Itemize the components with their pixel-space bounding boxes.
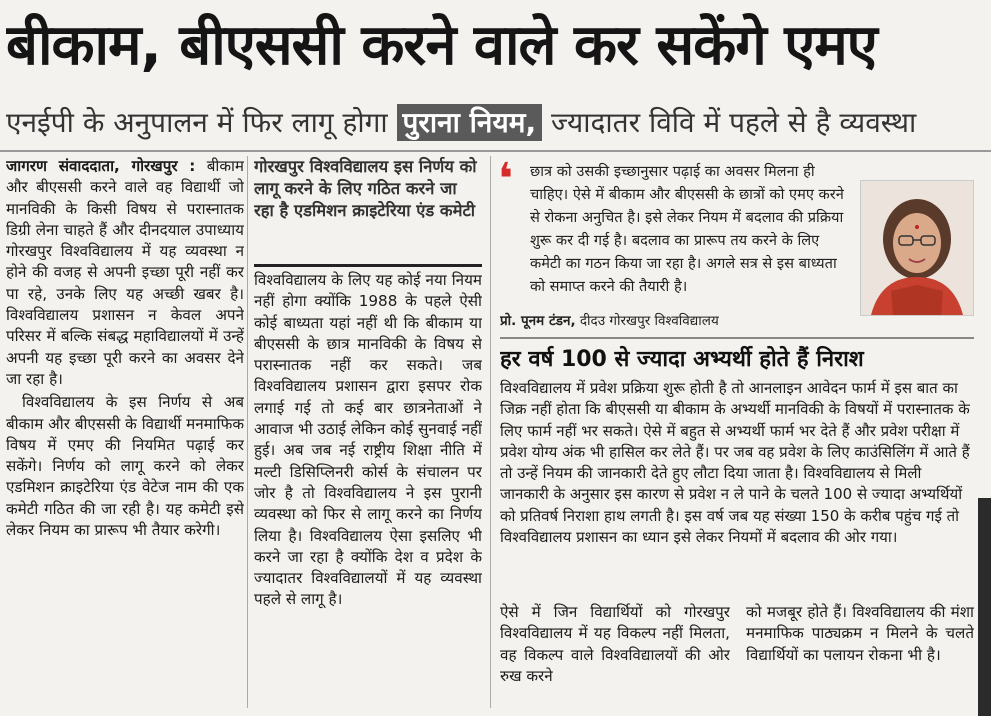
col1-para-1: जागरण संवाददाता, गोरखपुर : बीकाम और बीएससी करने वाले वह विद्यार्थी जो मानविकी के किसी विषय से परास्नातक डिग्री लेना चाहते हैं और दीनदयाल उपाध्याय गोरखपुर विश्वविद्यालय में यह व्यवस्था न होने की वजह से अपनी इच्छा पूरी नहीं कर पा रहे, उनके लिए यह अच्छी खबर है। विश्वविद्यालय प्रशासन न केवल अपने परिसर में बल्कि संबद्ध महाविद्यालयों में उन्हें अपनी यह इच्छा पूरी करने का अवसर देने जा रहा है। [6, 157, 244, 388]
box-body: विश्वविद्यालय में प्रवेश प्रक्रिया शुरू होती है तो आनलाइन आवेदन फार्म में इस बात का जिक्र नहीं होता कि बीएससी या बीकाम के अभ्यर्थी मानविकी के विषयों में परास्नातक के लिए फार्म नहीं भर सकते। ऐसे में बहुत से अभ्यर्थी फार्म भर देते हैं और प्रवेश परीक्षा में प्रवेश योग्य अंक भी हासिल कर लेते हैं। पर जब वह प्रवेश के लिए काउंसिलिंग में आते हैं तो उन्हें नियम की जानकारी देते हुए लौटा दिया जाता है। विश्वविद्यालय से मिली जानकारी के अनुसार इस कारण से प्रवेश न ले पाने के चलते 100 से ज्यादा अभ्यर्थियों को प्रतिवर्ष निराशा हाथ लगती है। इस वर्ष जब यह संख्या 150 के करीब पहुंच गई तो विश्वविद्यालय प्रशासन का ध्यान इसे लेकर नियमों में बदलाव की ओर गया। [500, 379, 970, 547]
quote-attribution [500, 310, 850, 332]
attribution-name: प्रो. पूनम टंडन, [500, 313, 576, 329]
portrait-photo [860, 180, 974, 316]
headline: बीकाम, बीएससी करने वाले कर सकेंगे एमए [6, 13, 877, 78]
subheadline [6, 98, 986, 148]
column-divider-2 [490, 156, 491, 708]
pull-quote: गोरखपुर विश्वविद्यालय इस निर्णय को लागू करने के लिए गठित करने जा रहा है एडमिशन क्राइटेरिया एंड कमेटी [254, 157, 477, 220]
box-rule [500, 337, 974, 339]
attribution-role: दीदउ गोरखपुर विश्वविद्यालय [579, 313, 719, 329]
box-heading: हर वर्ष 100 से ज्यादा अभ्यर्थी होते हैं निराश [500, 347, 864, 372]
col2-para: विश्वविद्यालय के लिए यह कोई नया नियम नहीं होगा क्योंकि 1988 के पहले ऐसी कोई बाध्यता यहां नहीं थी कि बीकाम या बीएससी के छात्र मानविकी के विषय से परास्नातक नहीं कर सकते। जब विश्वविद्यालय प्रशासन द्वारा इसपर रोक लगाई गई तो कई बार छात्रनेताओं ने आवाज भी उठाई लेकिन कोई सुनवाई नहीं हुई। अब जब नई राष्ट्रीय शिक्षा नीति में मल्टी डिसिप्लिनरी कोर्स के संचालन पर जोर है तो विश्वविद्यालय ने इस पुरानी व्यवस्था को फिर से लागू करने का निर्णय लिया है। विश्वविद्यालय ऐसा इसलिए भी करने जा रहा है क्योंकि देश व प्रदेश के ज्यादातर विश्वविद्यालयों में यह व्यवस्था पहले से लागू है। [254, 271, 482, 609]
byline: जागरण संवाददाता, गोरखपुर : [6, 157, 196, 175]
col1-para-2: विश्वविद्यालय के इस निर्णय से अब बीकाम और बीएससी के विद्यार्थी मनमाफिक विषय में एमए की नियमित पढ़ाई कर सकेंगे। निर्णय को लागू करने को लेकर एडमिशन क्राइटेरिया एंड वेटेज नाम की एक कमेटी गठित की जा रही है। यह कमेटी इसे लेकर नियम का प्रारूप भी तैयार करेगी। [6, 393, 244, 540]
subheadline-lead: एनईपी के अनुपालन में फिर लागू होगा [6, 106, 388, 139]
pull-quote-rule [254, 264, 482, 267]
subheadline-highlight: पुराना नियम, [397, 104, 543, 141]
expert-quote: छात्र को उसकी इच्छानुसार पढ़ाई का अवसर मिलना ही चाहिए। ऐसे में बीकाम और बीएससी के छात्रों को एमए करने से रोकना अनुचित है। इसे लेकर नियम में बदलाव की प्रक्रिया शुरू कर दी गई है। बदलाव का प्रारूप तय करने के लिए कमेटी का गठन किया जा रहा है। अगले सत्र से इस बाध्यता को समाप्त करने की तैयारी है। [530, 163, 844, 295]
quote-mark-icon: ❛ [498, 154, 514, 205]
box-column-right: को मजबूर होते हैं। विश्वविद्यालय की मंशा मनमाफिक पाठ्यक्रम न मिलने के चलते विद्यार्थियों का पलायन रोकना भी है। [746, 603, 974, 664]
box-column-left: ऐसे में जिन विद्यार्थियों को गोरखपुर विश्वविद्यालय में यह विकल्प नहीं मिलता, वह विकल्प वाले विश्वविद्यालयों की ओर रुख करने [500, 603, 730, 685]
subheadline-tail: ज्यादातर विवि में पहले से है व्यवस्था [551, 106, 917, 139]
portrait-icon [861, 181, 973, 315]
page-edge-strip [978, 498, 991, 716]
column-2 [254, 270, 482, 710]
top-rule [0, 150, 991, 152]
column-divider-1 [247, 156, 248, 708]
column-1 [6, 156, 244, 712]
